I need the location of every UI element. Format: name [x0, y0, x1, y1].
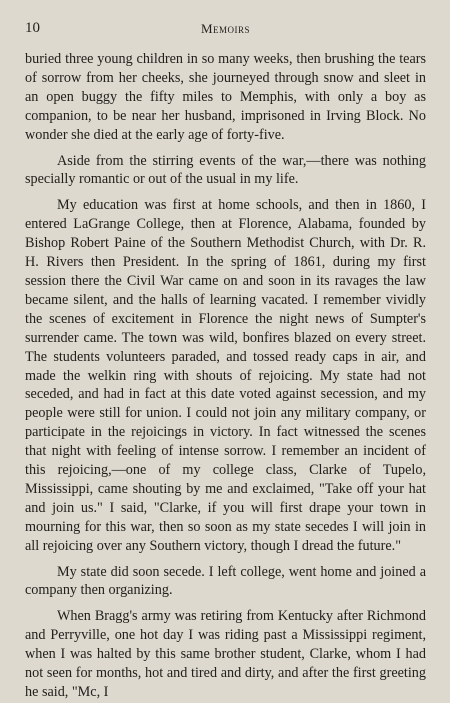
page-body: [25, 50, 426, 702]
paragraph-bragg-army: When Bragg's army was retiring from Kentucky after Richmond and Perryville, one hot day I was riding past a Mississippi regiment, when I was halted by this same brother student, Clarke, whom I had not seen for months, hot and tired and dirty, and after the first greeting he said, "Mc, I: [25, 608, 426, 700]
paragraph-education: My education was first at home schools, and then in 1860, I entered LaGrange College, then at Florence, Alabama, founded by Bishop Robert Paine of the Southern Methodist Church, with Dr. R. H. Rivers then President. In the spring of 1861, during my first session there the Civil War came on and soon in its ravages the law became silent, and the halls of learning vacated. I remember vividly the scenes of excitement in Florence the night news of Sumpter's surrender came. The town was wild, bonfires blazed on every street. The students volunteers paraded, and tossed ready caps in air, and made the welkin ring with shouts of rejoicing. My state had not seceded, and had in fact at this date voted against secession, and my people were still for union. I could not join any military company, or participate in the rejoicings in victory. In fact witnessed the scenes that night with feeling of intense sorrow. I remember an incident of this rejoicing,—one of my college class, Clarke of Tupelo, Mississippi, came shouting by me and exclaimed, "Take off your hat and join us." I said, "Clarke, if you will first drape your town in mourning for this war, then so soon as my state secedes I will join in all rejoicing over any Southern victory, though I dread the future.": [25, 197, 426, 554]
paragraph-secession: My state did soon secede. I left college, went home and joined a company then organizing.: [25, 563, 426, 599]
paragraph-war-aside: Aside from the stirring events of the war,—there was nothing specially romantic or out of the usual in my life.: [25, 152, 426, 188]
paragraph-continuation: buried three young children in so many weeks, then brushing the tears of sorrow from her cheeks, she journeyed through snow and sleet in an open buggy the fifty miles to Memphis, with only a boy as companion, to be near her husband, imprisoned in Irving Block. No wonder she died at the early age of forty-five.: [25, 51, 426, 143]
page-header: [25, 20, 426, 42]
running-title: Memoirs: [200, 21, 251, 36]
page-number: 10: [25, 20, 40, 36]
